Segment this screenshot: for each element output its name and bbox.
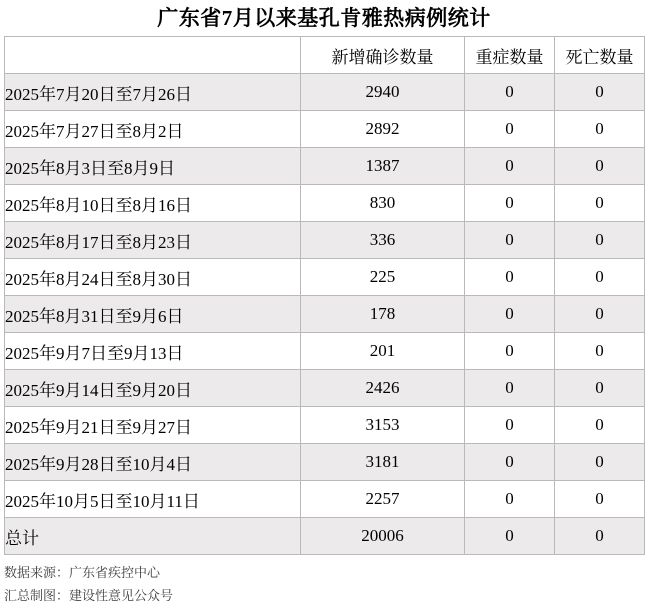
table-row: [5, 148, 645, 185]
table-row: [5, 185, 645, 222]
table-header: [5, 37, 645, 74]
cell-new-cases: 2892: [301, 111, 465, 148]
table-body: [5, 74, 645, 555]
column-header-new-cases: 新增确诊数量: [301, 37, 465, 74]
cell-new-cases: 336: [301, 222, 465, 259]
cell-deaths: 0: [555, 185, 645, 222]
cell-period: 2025年8月31日至9月6日: [5, 296, 301, 333]
table-row: [5, 333, 645, 370]
cell-period: 2025年8月24日至8月30日: [5, 259, 301, 296]
cell-period: 2025年10月5日至10月11日: [5, 481, 301, 518]
cell-deaths: 0: [555, 259, 645, 296]
table-row: [5, 407, 645, 444]
cell-total-new-cases: 20006: [301, 518, 465, 555]
cell-period: 2025年7月27日至8月2日: [5, 111, 301, 148]
table-row: [5, 111, 645, 148]
cell-deaths: 0: [555, 148, 645, 185]
table-row: [5, 481, 645, 518]
cell-severe: 0: [465, 111, 555, 148]
cell-period: 2025年9月14日至9月20日: [5, 370, 301, 407]
page-title: 广东省7月以来基孔肯雅热病例统计: [157, 6, 491, 30]
cell-period: 2025年8月10日至8月16日: [5, 185, 301, 222]
cell-period: 2025年9月28日至10月4日: [5, 444, 301, 481]
cell-new-cases: 201: [301, 333, 465, 370]
cell-severe: 0: [465, 444, 555, 481]
cell-new-cases: 225: [301, 259, 465, 296]
cell-severe: 0: [465, 74, 555, 111]
table-total-row: [5, 518, 645, 555]
column-header-period: [5, 37, 301, 74]
cell-severe: 0: [465, 407, 555, 444]
cell-total-severe: 0: [465, 518, 555, 555]
cell-severe: 0: [465, 370, 555, 407]
cell-severe: 0: [465, 481, 555, 518]
column-header-severe: 重症数量: [465, 37, 555, 74]
statistics-table: [4, 36, 645, 555]
cell-deaths: 0: [555, 370, 645, 407]
table-row: [5, 74, 645, 111]
cell-severe: 0: [465, 185, 555, 222]
cell-period: 2025年9月7日至9月13日: [5, 333, 301, 370]
cell-severe: 0: [465, 148, 555, 185]
table-header-row: [5, 37, 645, 74]
cell-deaths: 0: [555, 407, 645, 444]
cell-deaths: 0: [555, 111, 645, 148]
cell-period: 2025年8月3日至8月9日: [5, 148, 301, 185]
cell-severe: 0: [465, 259, 555, 296]
cell-new-cases: 2940: [301, 74, 465, 111]
cell-deaths: 0: [555, 444, 645, 481]
column-header-deaths: 死亡数量: [555, 37, 645, 74]
cell-total-deaths: 0: [555, 518, 645, 555]
cell-new-cases: 830: [301, 185, 465, 222]
cell-new-cases: 3153: [301, 407, 465, 444]
table-row: [5, 444, 645, 481]
cell-new-cases: 2426: [301, 370, 465, 407]
cell-total-label: 总计: [5, 518, 301, 555]
data-source-note: 数据来源：广东省疾控中心: [4, 565, 161, 581]
cell-new-cases: 1387: [301, 148, 465, 185]
cell-new-cases: 2257: [301, 481, 465, 518]
chart-credit-note: 汇总制图：建设性意见公众号: [4, 587, 174, 603]
table-row: [5, 222, 645, 259]
table-row: [5, 259, 645, 296]
cell-severe: 0: [465, 222, 555, 259]
table-row: [5, 296, 645, 333]
cell-deaths: 0: [555, 481, 645, 518]
cell-deaths: 0: [555, 74, 645, 111]
table-row: [5, 370, 645, 407]
cell-severe: 0: [465, 296, 555, 333]
cell-deaths: 0: [555, 333, 645, 370]
cell-new-cases: 178: [301, 296, 465, 333]
cell-severe: 0: [465, 333, 555, 370]
cell-deaths: 0: [555, 222, 645, 259]
cell-period: 2025年8月17日至8月23日: [5, 222, 301, 259]
cell-period: 2025年7月20日至7月26日: [5, 74, 301, 111]
cell-period: 2025年9月21日至9月27日: [5, 407, 301, 444]
cell-deaths: 0: [555, 296, 645, 333]
cell-new-cases: 3181: [301, 444, 465, 481]
